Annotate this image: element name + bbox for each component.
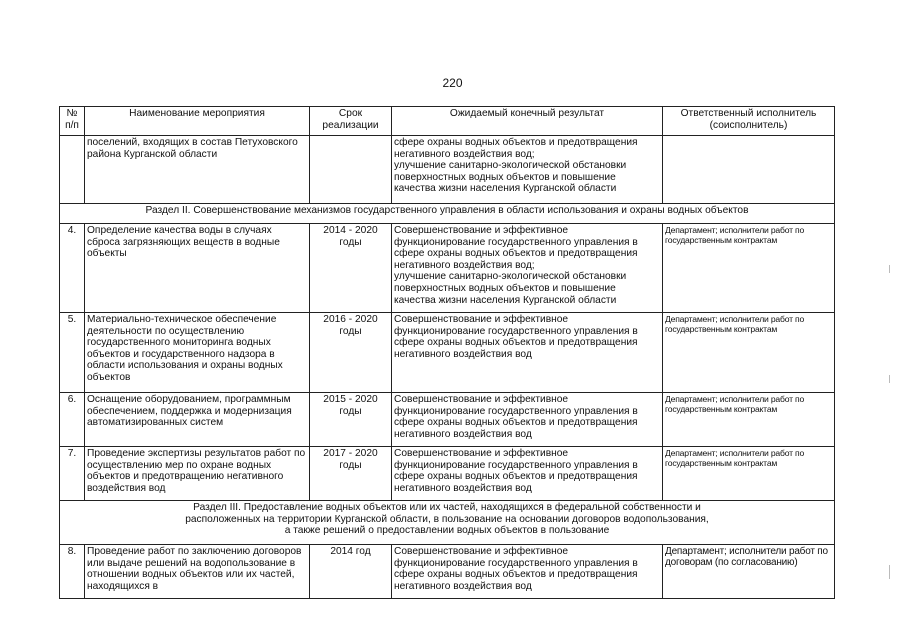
row-result: Совершенствование и эффективное функционирование государственного управления в сфере охраны водных объектов и предотвращения негативного воздействия вод <box>392 545 663 599</box>
row-term <box>310 136 392 204</box>
section-row <box>60 204 835 224</box>
row-name: Определение качества воды в случаях сброса загрязняющих веществ в водные объекты <box>85 224 310 313</box>
section-3-title <box>60 501 835 545</box>
row-num: 5. <box>60 313 85 393</box>
row-result: Совершенствование и эффективное функционирование государственного управления в сфере охраны водных объектов и предотвращения негативного воздействия вод <box>392 393 663 447</box>
section-2-title: Раздел II. Совершенствование механизмов государственного управления в области использования и охраны водных объектов <box>60 204 835 224</box>
table-header-row <box>60 107 835 136</box>
page-number: 220 <box>442 76 463 90</box>
row-result <box>392 136 663 204</box>
result-line: Совершенствование и эффективное функционирование государственного управления в сфере охраны водных объектов и предотвращения негативного воздействия вод; <box>394 225 638 271</box>
row-num <box>60 136 85 204</box>
table-row <box>60 136 835 204</box>
row-term: 2014 год <box>310 545 392 599</box>
result-line: улучшение санитарно-экологической обстановки поверхностных водных объектов и повышение качества жизни населения Курганской области <box>394 160 627 195</box>
section-3-line: Раздел III. Предоставление водных объектов или их частей, находящихся в федеральной собственности и <box>193 502 701 513</box>
table-row <box>60 447 835 501</box>
row-term: 2015 - 2020 годы <box>310 393 392 447</box>
table-row <box>60 393 835 447</box>
header-result: Ожидаемый конечный результат <box>392 107 663 136</box>
table-row <box>60 545 835 599</box>
scan-mark <box>889 375 890 383</box>
row-result: Совершенствование и эффективное функционирование государственного управления в сфере охраны водных объектов и предотвращения негативного воздействия вод <box>392 313 663 393</box>
header-responsible: Ответственный исполнитель (соисполнитель) <box>663 107 835 136</box>
scan-mark <box>889 265 890 273</box>
row-responsible: Департамент; исполнители работ по государственным контрактам <box>663 447 835 501</box>
row-num: 7. <box>60 447 85 501</box>
header-num: № п/п <box>60 107 85 136</box>
row-term: 2014 - 2020 годы <box>310 224 392 313</box>
row-name: Оснащение оборудованием, программным обеспечением, поддержка и модернизация автоматизированных систем <box>85 393 310 447</box>
row-term: 2016 - 2020 годы <box>310 313 392 393</box>
result-line: сфере охраны водных объектов и предотвращения негативного воздействия вод; <box>394 137 638 160</box>
section-3-line: а также решений о предоставлении водных объектов в пользование <box>284 525 610 537</box>
row-responsible <box>663 136 835 204</box>
row-responsible: Департамент; исполнители работ по договорам (по согласованию) <box>663 545 835 599</box>
header-name: Наименование мероприятия <box>85 107 310 136</box>
row-responsible: Департамент; исполнители работ по государственным контрактам <box>663 393 835 447</box>
table-row <box>60 224 835 313</box>
row-responsible: Департамент; исполнители работ по государственным контрактам <box>663 224 835 313</box>
row-num: 6. <box>60 393 85 447</box>
header-term: Срок реализации <box>310 107 392 136</box>
table-row <box>60 313 835 393</box>
row-name: поселений, входящих в состав Петуховского района Курганской области <box>85 136 310 204</box>
row-name: Проведение экспертизы результатов работ по осуществлению мер по охране водных объектов и предотвращению негативного воздействия вод <box>85 447 310 501</box>
row-term: 2017 - 2020 годы <box>310 447 392 501</box>
measures-table <box>59 106 835 599</box>
row-result: Совершенствование и эффективное функционирование государственного управления в сфере охраны водных объектов и предотвращения негативного воздействия вод <box>392 447 663 501</box>
row-name: Проведение работ по заключению договоров или выдаче решений на водопользование в отношении водных объектов или их частей, находящихся в <box>85 545 310 599</box>
row-responsible: Департамент; исполнители работ по государственным контрактам <box>663 313 835 393</box>
row-result <box>392 224 663 313</box>
section-row <box>60 501 835 545</box>
scan-mark <box>889 565 890 579</box>
row-num: 4. <box>60 224 85 313</box>
row-name: Материально-техническое обеспечение деятельности по осуществлению государственного мониторинга водных объектов и государственного надзора в области использования и охраны водных объектов <box>85 313 310 393</box>
section-3-line: расположенных на территории Курганской области, в пользование на основании договоров водопользования, <box>185 513 709 525</box>
row-num: 8. <box>60 545 85 599</box>
result-line: улучшение санитарно-экологической обстановки поверхностных водных объектов и повышение качества жизни населения Курганской области <box>394 271 627 306</box>
